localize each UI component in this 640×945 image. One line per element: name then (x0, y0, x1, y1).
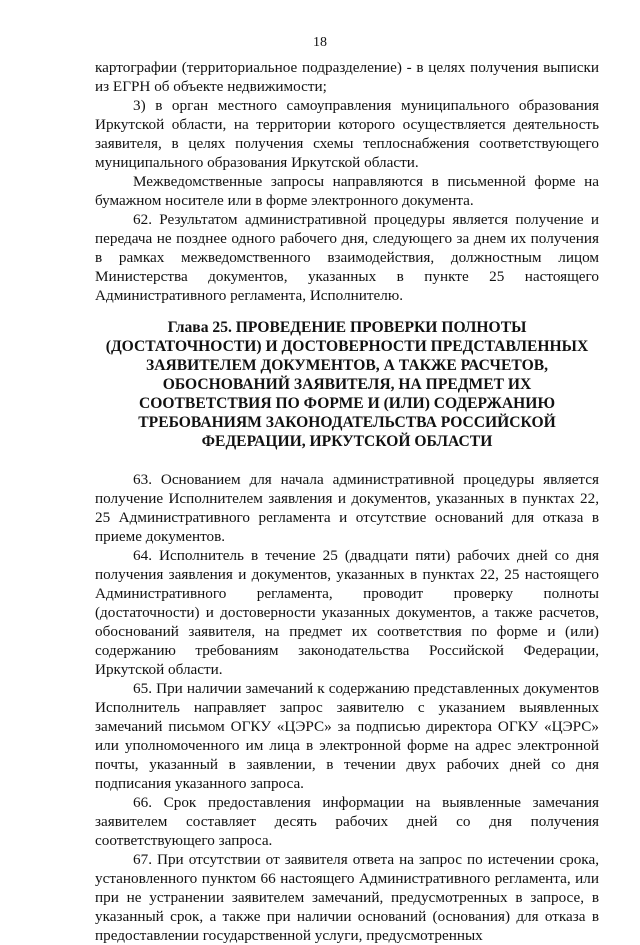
paragraph-item-3: 3) в орган местного самоуправления муниципального образования Иркутской области, на территории которого осуществляется деятельность заявителя, в целях получения схемы теплоснабжения соответствующего муниципального образования Иркутской области. (95, 97, 599, 171)
paragraph-continuation: картографии (территориальное подразделение) - в целях получения выписки из ЕГРН об объекте недвижимости; (95, 59, 599, 95)
page-body (95, 58, 599, 945)
chapter-heading: Глава 25. ПРОВЕДЕНИЕ ПРОВЕРКИ ПОЛНОТЫ (ДОСТАТОЧНОСТИ) И ДОСТОВЕРНОСТИ ПРЕДСТАВЛЕННЫХ ЗАЯВИТЕЛЕМ ДОКУМЕНТОВ, А ТАКЖЕ РАСЧЕТОВ, ОБОСНОВАНИЙ ЗАЯВИТЕЛЯ, НА ПРЕДМЕТ ИХ СООТВЕТСТВИЯ ПО ФОРМЕ И (ИЛИ) СОДЕРЖАНИЮ ТРЕБОВАНИЯМ ЗАКОНОДАТЕЛЬСТВА РОССИЙСКОЙ ФЕДЕРАЦИИ, ИРКУТСКОЙ ОБЛАСТИ (105, 319, 589, 450)
paragraph-67: 67. При отсутствии от заявителя ответа на запрос по истечении срока, установленного пунктом 66 настоящего Административного регламента, или при не устранении заявителем замечаний, предусмотренных в запросе, в указанный срок, а также при наличии оснований (основания) для отказа в предоставлении государственной услуги, предусмотренных (95, 851, 599, 944)
page-number: 18 (313, 35, 327, 50)
paragraph-66: 66. Срок предоставления информации на выявленные замечания заявителем составляет десять рабочих дней со дня получения соответствующего запроса. (95, 794, 599, 849)
paragraph-62: 62. Результатом административной процедуры является получение и передача не позднее одного рабочего дня, следующего за днем их получения в рамках межведомственного взаимодействия, должностным лицом Министерства документов, указанных в пункте 25 настоящего Административного регламента, Исполнителю. (95, 211, 599, 304)
paragraph-64: 64. Исполнитель в течение 25 (двадцати пяти) рабочих дней со дня получения заявления и документов, указанных в пунктах 22, 25 настоящего Административного регламента, проводит проверку полноты (достаточности) и достоверности указанных документов, а также расчетов, обоснований заявителя, на предмет их соответствия по форме и (или) содержанию требованиям законодательства Российской Федерации, Иркутской области. (95, 547, 599, 678)
paragraph-63: 63. Основанием для начала административной процедуры является получение Исполнителем заявления и документов, указанных в пунктах 22, 25 Административного регламента и отсутствие оснований для отказа в приеме документов. (95, 471, 599, 545)
paragraph-interagency-requests: Межведомственные запросы направляются в письменной форме на бумажном носителе или в форме электронного документа. (95, 173, 599, 209)
paragraph-65: 65. При наличии замечаний к содержанию представленных документов Исполнитель направляет запрос заявителю с указанием выявленных замечаний письмом ОГКУ «ЦЭРС» за подписью директора ОГКУ «ЦЭРС» или уполномоченного им лица в электронной форме на адрес электронной почты, указанный в заявлении, в течении двух рабочих дней со дня подписания указанного запроса. (95, 680, 599, 792)
